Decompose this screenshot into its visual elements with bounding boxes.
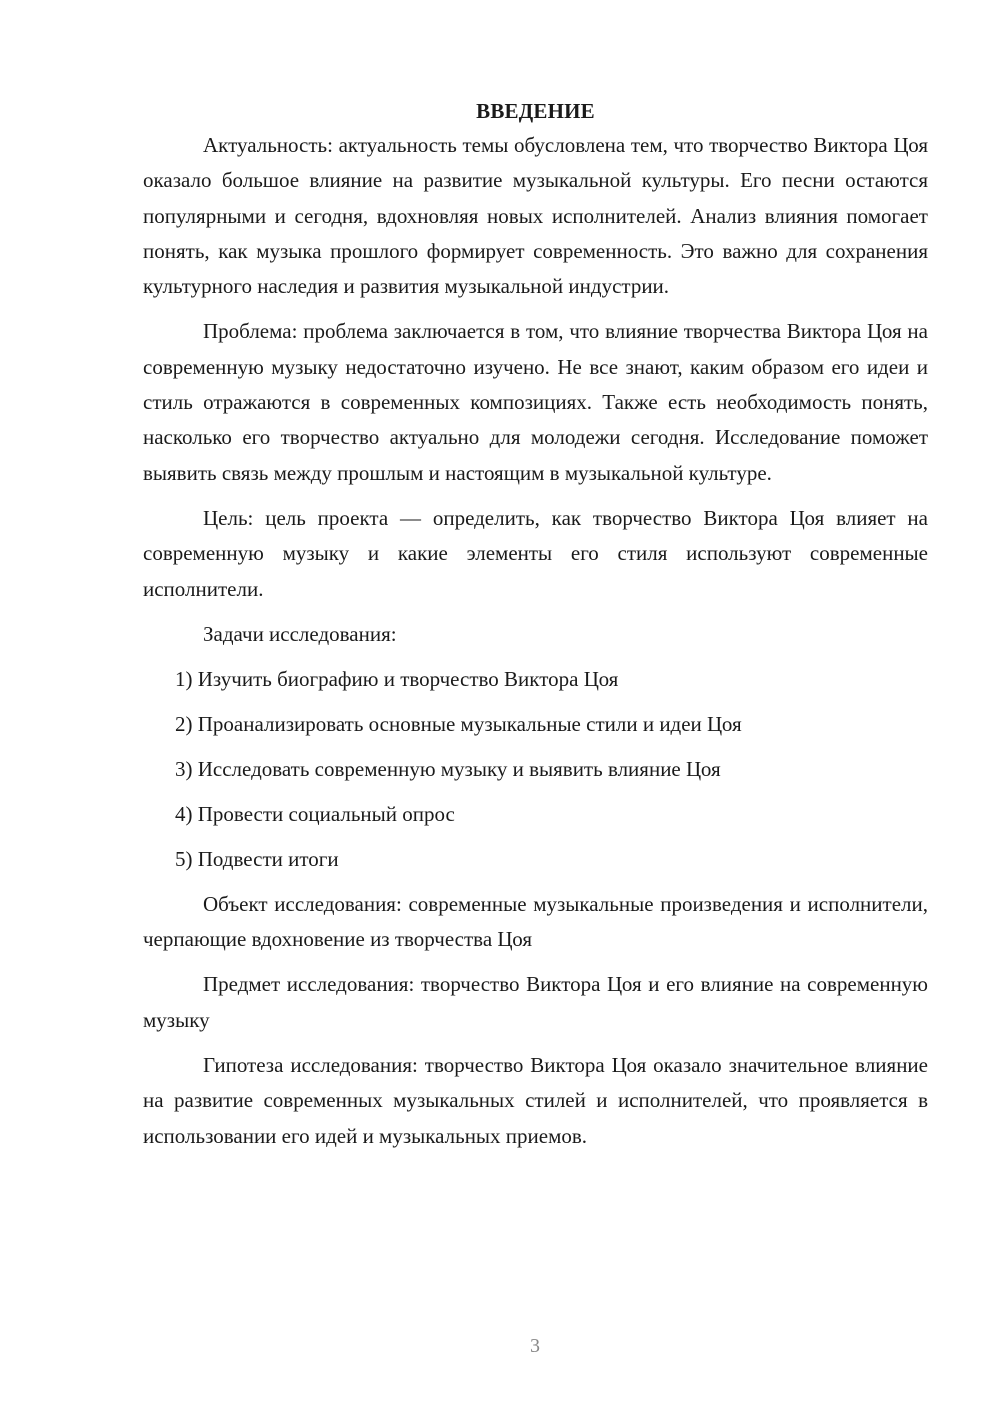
paragraph-object: Объект исследования: современные музыкальные произведения и исполнители, черпающие вдохновение из творчества Цоя — [143, 891, 928, 952]
section-heading: ВВЕДЕНИЕ — [476, 99, 595, 123]
tasks-title: Задачи исследования: — [203, 621, 397, 646]
paragraph-subject: Предмет исследования: творчество Виктора Цоя и его влияние на современную музыку — [143, 972, 928, 1032]
task-item-3: 3) Исследовать современную музыку и выявить влияние Цоя — [175, 756, 721, 781]
paragraph-relevance: Актуальность: актуальность темы обусловлена тем, что творчество Виктора Цоя оказало большое влияние на развитие музыкальной культуры. Его песни остаются популярными и сегодня, вдохновляя новых исполнителей. Анализ влияния помогает понять, как музыка прошлого формирует современность. Это важно для сохранения культурного наследия и развития музыкальной индустрии. — [143, 133, 928, 299]
tasks-list — [143, 662, 928, 877]
paragraph-problem: Проблема: проблема заключается в том, что влияние творчества Виктора Цоя на современную музыку недостаточно изучено. Не все знают, каким образом его идеи и стиль отражаются в современных композициях. Также есть необходимость понять, насколько его творчество актуально для молодежи сегодня. Исследование поможет выявить связь между прошлым и настоящим в музыкальной культуре. — [143, 319, 928, 485]
document-page — [143, 94, 928, 1154]
task-item-5: 5) Подвести итоги — [175, 846, 339, 871]
paragraph-hypothesis: Гипотеза исследования: творчество Виктора Цоя оказало значительное влияние на развитие современных музыкальных стилей и исполнителей, что проявляется в использовании его идей и музыкальных приемов. — [143, 1053, 928, 1148]
task-item-2: 2) Проанализировать основные музыкальные стили и идеи Цоя — [175, 711, 742, 736]
page-number: 3 — [530, 1335, 540, 1357]
task-item-4: 4) Провести социальный опрос — [175, 801, 455, 826]
task-item-1: 1) Изучить биографию и творчество Виктора Цоя — [175, 666, 619, 691]
paragraph-goal: Цель: цель проекта — определить, как творчество Виктора Цоя влияет на современную музыку и какие элементы его стиля используют современные исполнители. — [143, 505, 928, 601]
